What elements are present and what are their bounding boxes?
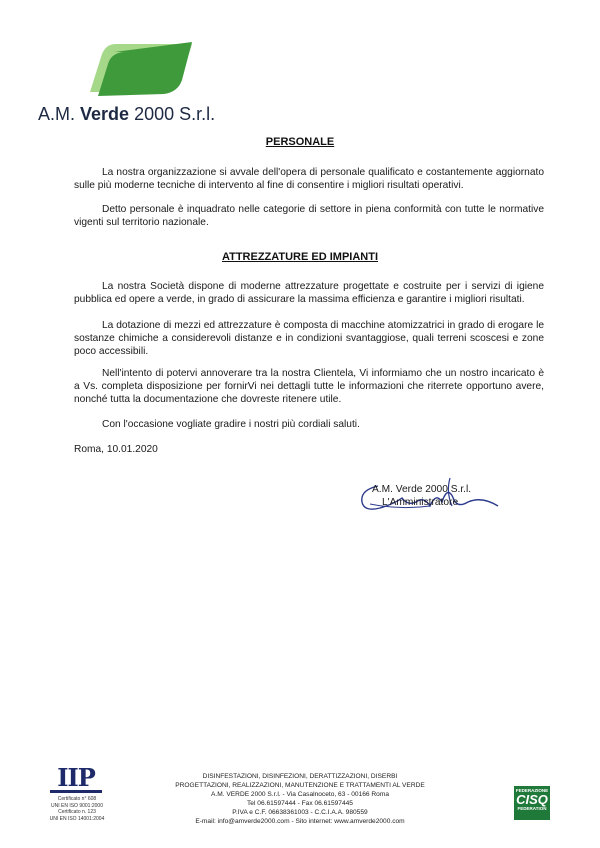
company-name-suffix: 2000 S.r.l. — [129, 104, 216, 124]
signature-block — [350, 472, 520, 522]
paragraph: Detto personale è inquadrato nelle categorie di settore in piena conformità con tutte le normative vigenti sul territorio nazionale. — [74, 204, 544, 228]
company-logo-icon — [84, 38, 194, 100]
footer-line: Tel 06.61597444 - Fax 06.61597445 — [247, 800, 353, 807]
cisq-mark: CISQ — [516, 792, 548, 807]
company-name-prefix: A.M. — [38, 104, 81, 124]
cisq-logo-icon — [514, 786, 550, 820]
date: Roma, 10.01.2020 — [74, 444, 158, 455]
footer-line: A.M. VERDE 2000 S.r.l. - Via Casalnoceto, 63 - 00166 Roma — [211, 791, 389, 798]
cert-line: Certificato n° 608 — [57, 796, 97, 802]
cisq-bottom: FEDERATION — [517, 806, 547, 811]
footer-line: DISINFESTAZIONI, DISINFEZIONI, DERATTIZZAZIONI, DISERBI — [202, 773, 398, 780]
cert-line: Certificato n. 123 — [58, 809, 96, 815]
iip-certification — [42, 763, 112, 822]
company-name-bold: Verde — [80, 104, 130, 124]
footer-line: E-mail: info@amverde2000.com - Sito internet: www.amverde2000.com — [195, 818, 405, 825]
paragraph: Nell'intento di potervi annoverare tra la nostra Clientela, Vi informiamo che un nostro incaricato è a Vs. completa disposizione per fornirVi nei dettagli tutte le informazioni che riterrete opportuno avere, nonché tutta la documentazione che dovreste ritenere utile. — [74, 368, 544, 405]
cisq-top: FEDERAZIONE — [515, 788, 549, 793]
cert-line: UNI EN ISO 14001:2004 — [49, 815, 105, 822]
footer — [120, 772, 480, 826]
signature-company: A.M. Verde 2000 S.r.l. — [372, 484, 472, 495]
cert-line: UNI EN ISO 9001:2000 — [51, 802, 103, 809]
iip-logo-icon: IIP — [50, 766, 102, 793]
paragraph: La dotazione di mezzi ed attrezzature è composta di macchine atomizzatrici in grado di erogare le sostanze chimiche a considerevoli distanze e in condizioni svantaggiose, quali terreni scoscesi e zone poco accessibili. — [74, 320, 544, 357]
company-name — [38, 104, 215, 125]
paragraph: La nostra Società dispone di moderne attrezzature progettate e costruite per i servizi di igiene pubblica ed opere a verde, in grado di assicurare la massima efficienza e garantire i migliori risultati. — [74, 281, 544, 305]
footer-line: PROGETTAZIONI, REALIZZAZIONI, MANUTENZIONE E TRATTAMENTI AL VERDE — [175, 782, 425, 789]
section-heading-personale: PERSONALE — [265, 136, 335, 148]
paragraph: Con l'occasione vogliate gradire i nostri più cordiali saluti. — [102, 419, 360, 430]
paragraph: La nostra organizzazione si avvale dell'opera di personale qualificato e costantemente aggiornato sulle più moderne tecniche di intervento al fine di consentire i migliori risultati operativi. — [74, 167, 544, 191]
signature-title: L'Amministratore — [382, 497, 459, 508]
footer-line: P.IVA e C.F. 06638361003 - C.C.I.A.A. 980559 — [232, 809, 368, 816]
section-heading-attrezzature: ATTREZZATURE ED IMPIANTI — [221, 251, 379, 263]
